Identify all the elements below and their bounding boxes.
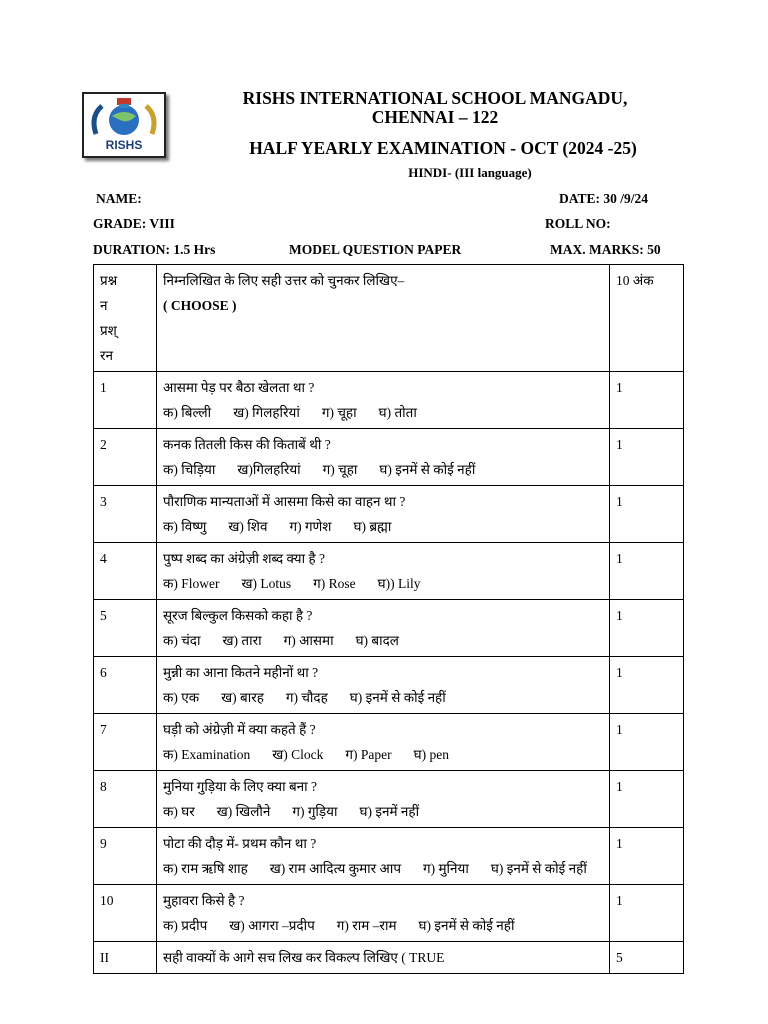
option: क) राम ऋषि शाह [163, 861, 248, 876]
option: क) घर [163, 804, 195, 819]
options [163, 913, 603, 938]
option: क) एक [163, 690, 200, 705]
options [163, 514, 603, 539]
question-text: आसमा पेड़ पर बैठा खेलता था ? [163, 380, 315, 395]
question-number: 4 [94, 543, 157, 600]
option: क) चिड़िया [163, 462, 216, 477]
question-number: 6 [94, 657, 157, 714]
option: क) चंदा [163, 633, 201, 648]
option: ग) चूहा [322, 462, 358, 477]
paper-type: MODEL QUESTION PAPER [289, 242, 462, 257]
name-label: NAME: [96, 191, 142, 206]
option: घ) इनमें से कोई नहीं [490, 861, 587, 876]
section-instruction: निम्नलिखित के लिए सही उत्तर को चुनकर लिखिए– ( CHOOSE ) [157, 265, 610, 372]
option: ख) खिलौने [216, 804, 271, 819]
question-marks: 1 [610, 486, 684, 543]
school-name-line2: CHENNAI – 122 [371, 107, 499, 127]
table-row [94, 486, 684, 543]
grade-label: GRADE: VIII [93, 216, 175, 231]
question-marks: 1 [610, 429, 684, 486]
options [163, 400, 603, 425]
question-number: 3 [94, 486, 157, 543]
question-text: घड़ी को अंग्रेज़ी में क्या कहते हैं ? [163, 722, 316, 737]
option: ग) राम –राम [336, 918, 397, 933]
question-text: सूरज बिल्कुल किसको कहा है ? [163, 608, 313, 623]
question-cell [157, 885, 610, 942]
question-text: कनक तितली किस की किताबें थी ? [163, 437, 331, 452]
options [163, 799, 603, 824]
option: ख) गिलहरियां [233, 405, 300, 420]
option: ख) शिव [228, 519, 268, 534]
question-text: सही वाक्यों के आगे सच लिख कर विकल्प लिखिए ( TRUE [157, 942, 610, 974]
option: घ) इनमें से कोई नहीं [418, 918, 515, 933]
question-number: 1 [94, 372, 157, 429]
option: घ) इनमें नहीं [359, 804, 420, 819]
option: ख) तारा [222, 633, 262, 648]
question-marks: 1 [610, 885, 684, 942]
question-number: 10 [94, 885, 157, 942]
table-row [94, 771, 684, 828]
table-row [94, 714, 684, 771]
section-marks: 10 अंक [610, 265, 684, 372]
question-cell [157, 828, 610, 885]
roll-no-label: ROLL NO: [545, 216, 611, 231]
question-number: 9 [94, 828, 157, 885]
school-logo [82, 92, 166, 158]
question-text: पोटा की दौड़ में- प्रथम कौन था ? [163, 836, 317, 851]
school-name-line1: RISHS INTERNATIONAL SCHOOL MANGADU, [242, 88, 628, 108]
question-cell [157, 543, 610, 600]
question-number: 7 [94, 714, 157, 771]
option: ख) राम आदित्य कुमार आप [269, 861, 402, 876]
max-marks: MAX. MARKS: 50 [550, 242, 661, 257]
question-cell [157, 429, 610, 486]
question-text: पौराणिक मान्यताओं में आसमा किसे का वाहन था ? [163, 494, 406, 509]
option: घ) इनमें से कोई नहीं [379, 462, 476, 477]
option: ग) चूहा [321, 405, 357, 420]
question-text: मुन्नी का आना कितने महीनों था ? [163, 665, 319, 680]
options [163, 628, 603, 653]
question-cell [157, 486, 610, 543]
option: घ) तोता [378, 405, 417, 420]
table-row [94, 429, 684, 486]
option: घ) ब्रह्मा [353, 519, 392, 534]
question-cell [157, 714, 610, 771]
option: ग) मुनिया [423, 861, 469, 876]
table-head-row [94, 265, 684, 372]
question-marks: 1 [610, 372, 684, 429]
question-marks: 1 [610, 771, 684, 828]
option: क) Examination [163, 747, 251, 762]
option: ग) Rose [313, 576, 356, 591]
question-cell [157, 372, 610, 429]
question-table [93, 264, 684, 974]
question-number: 5 [94, 600, 157, 657]
table-row [94, 657, 684, 714]
option: घ)) Lily [377, 576, 421, 591]
option: ख)गिलहरियां [237, 462, 301, 477]
question-cell [157, 600, 610, 657]
question-marks: 1 [610, 600, 684, 657]
option: ग) आसमा [283, 633, 334, 648]
option: ग) चौदह [285, 690, 328, 705]
exam-title: HALF YEARLY EXAMINATION - OCT (2024 -25) [249, 138, 637, 158]
table-row [94, 372, 684, 429]
section-label: प्रश्न न प्रश् रन [94, 265, 157, 372]
option: ग) गणेश [289, 519, 332, 534]
subject: HINDI- (III language) [408, 165, 532, 180]
table-row [94, 828, 684, 885]
question-cell [157, 657, 610, 714]
options [163, 742, 603, 767]
option: ख) बारह [221, 690, 264, 705]
option: क) बिल्ली [163, 405, 212, 420]
table-row [94, 942, 684, 974]
question-cell [157, 771, 610, 828]
question-text: मुहावरा किसे है ? [163, 893, 245, 908]
option: ख) Lotus [241, 576, 292, 591]
options [163, 457, 603, 482]
question-text: पुष्प शब्द का अंग्रेज़ी शब्द क्या है ? [163, 551, 326, 566]
option: क) Flower [163, 576, 220, 591]
question-marks: 1 [610, 543, 684, 600]
question-number: II [94, 942, 157, 974]
options [163, 571, 603, 596]
logo-text: RISHS [105, 138, 143, 152]
option: ग) Paper [345, 747, 392, 762]
question-marks: 1 [610, 828, 684, 885]
question-text: मुनिया गुड़िया के लिए क्या बना ? [163, 779, 318, 794]
table-row [94, 543, 684, 600]
question-marks: 1 [610, 657, 684, 714]
options [163, 856, 603, 881]
question-marks: 5 [610, 942, 684, 974]
option: क) विष्णु [163, 519, 207, 534]
option: घ) pen [413, 747, 449, 762]
question-marks: 1 [610, 714, 684, 771]
option: घ) बादल [355, 633, 399, 648]
options [163, 685, 603, 710]
date-label: DATE: 30 /9/24 [559, 191, 649, 206]
option: क) प्रदीप [163, 918, 208, 933]
option: ग) गुड़िया [292, 804, 338, 819]
question-number: 8 [94, 771, 157, 828]
table-row [94, 600, 684, 657]
table-row [94, 885, 684, 942]
option: ख) आगरा –प्रदीप [229, 918, 315, 933]
option: ख) Clock [272, 747, 324, 762]
duration-label: DURATION: 1.5 Hrs [93, 242, 216, 257]
option: घ) इनमें से कोई नहीं [349, 690, 446, 705]
question-number: 2 [94, 429, 157, 486]
